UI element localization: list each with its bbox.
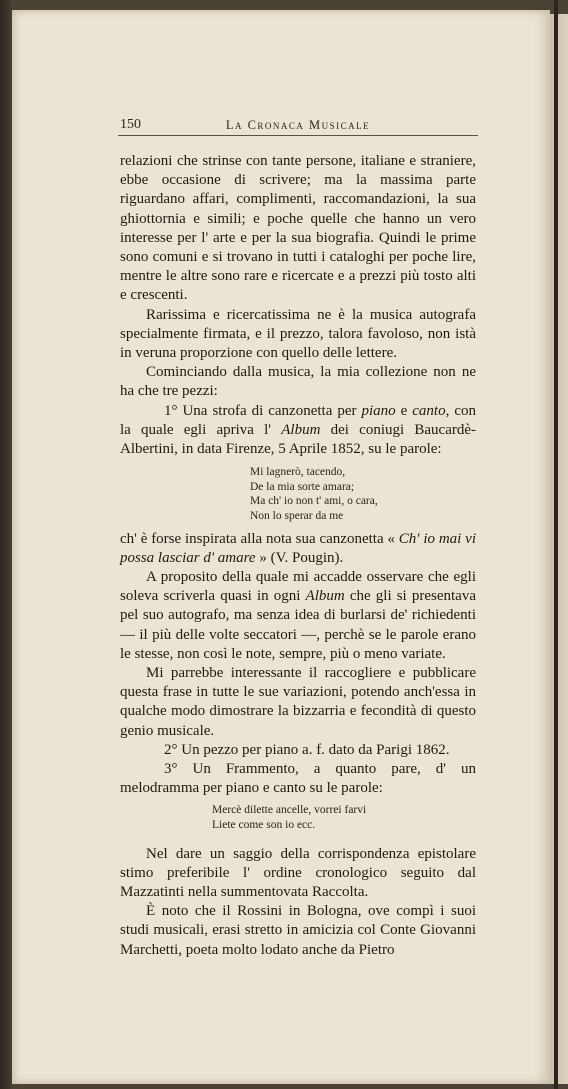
paragraph-10: Nel dare un saggio della corrispondenza epistolare stimo preferibile l' ordine cronologico seguito dal Mazzatinti nella summentovata Raccolta. xyxy=(120,845,476,901)
verse-quotation-1 xyxy=(250,465,476,523)
header-rule xyxy=(118,135,478,136)
verse-line: Liete come son io ecc. xyxy=(212,819,316,832)
paragraph-5: ch' è forse inspirata alla nota sua canzonetta « Ch' io mai vi possa lasciar d' amare » (V. Pougin). xyxy=(120,530,476,566)
paragraph-2: Rarissima e ricercatissima ne è la musica autografa specialmente firmata, e il prezzo, talora favoloso, non istà in veruna proporzione con quello delle lettere. xyxy=(120,306,476,362)
book-gutter xyxy=(554,0,558,1089)
verse-line: Ma ch' io non t' ami, o cara, xyxy=(250,495,378,508)
paragraph-9: 3° Un Frammento, a quanto pare, d' un melodramma per piano e canto su le parole: xyxy=(120,761,476,797)
facing-page-edge xyxy=(550,14,568,1084)
paragraph-8: 2° Un pezzo per piano a. f. dato da Parigi 1862. xyxy=(164,741,450,758)
verse-line: Mercè dilette ancelle, vorrei farvi xyxy=(212,804,367,817)
paragraph-3: Cominciando dalla musica, la mia collezione non ne ha che tre pezzi: xyxy=(120,364,476,400)
paragraph-1: relazioni che strinse con tante persone, italiane e straniere, ebbe occasione di scrivere; ma la massima parte riguardano affari, complimenti, raccomandazioni, la sua ghiottornia e simili; e poche quelle che hanno un vero interesse per l' arte e per la sua biografia. Quindi le prime sono comuni e si trovano in tutti i cataloghi per poche lire, mentre le altre sono rare e ricercate e a prezzi più tosto alti e crescenti. xyxy=(120,153,476,304)
paragraph-6: A proposito della quale mi accadde osservare che egli soleva scriverla quasi in ogni Album che gli si presentava pel suo autografo, ma senza idea di burlarsi de' richiedenti — il più delle volte seccatori —, perchè se le parole erano le stesse, non così le note, sempre, più o meno variate. xyxy=(120,569,476,662)
paragraph-4: 1° Una strofa di canzonetta per piano e canto, con la quale egli apriva l' Album dei coniugi Baucardè-Albertini, in data Firenze, 5 Aprile 1852, su le parole: xyxy=(120,402,476,458)
verse-quotation-2 xyxy=(212,803,476,832)
verse-line: De la mia sorte amara; xyxy=(250,480,355,493)
paragraph-7: Mi parrebbe interessante il raccogliere e pubblicare questa frase in tutte le sue variazioni, potendo anch'essa in qualche modo dimostrare la bizzarria e fecondità di questo genio musicale. xyxy=(120,665,476,739)
verse-line: Mi lagnerò, tacendo, xyxy=(250,466,346,479)
paragraph-11: È noto che il Rossini in Bologna, ove compì i suoi studi musicali, erasi stretto in amicizia col Conte Giovanni Marchetti, poeta molto lodato anche da Pietro xyxy=(120,903,476,958)
verse-line: Non lo sperar da me xyxy=(250,510,344,523)
page-header xyxy=(120,117,476,135)
running-title: La Cronaca Musicale xyxy=(225,118,371,132)
body-text xyxy=(120,152,476,960)
page-number: 150 xyxy=(120,117,141,132)
